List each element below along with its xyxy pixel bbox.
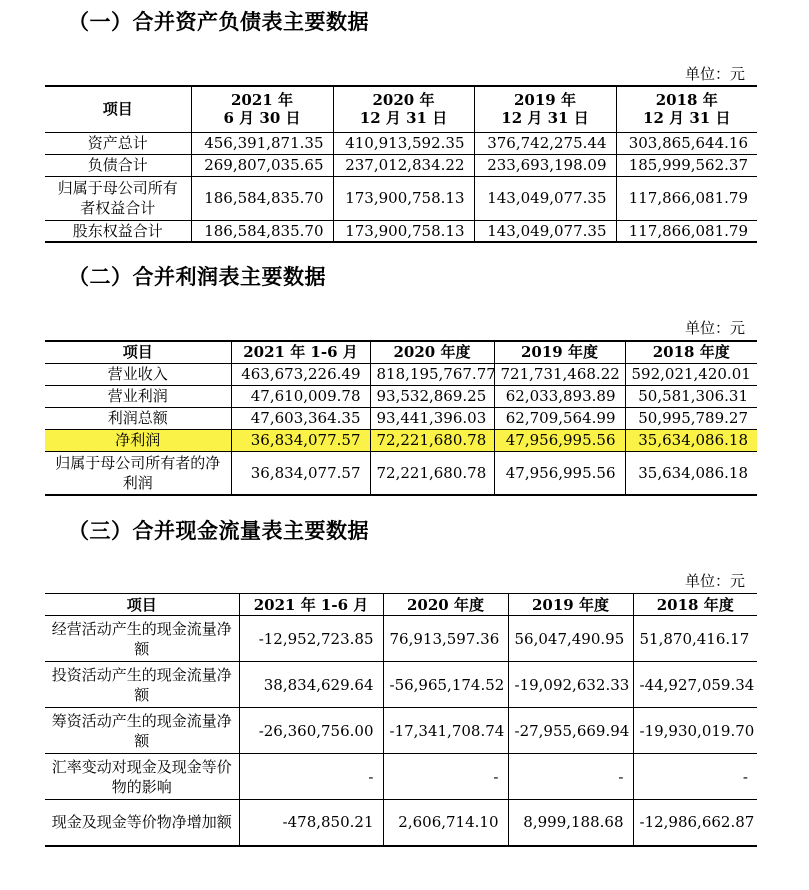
cell-value: 36,834,077.57 (231, 451, 370, 495)
cell-value: 35,634,086.18 (625, 451, 757, 495)
cell-value: -12,986,662.87 (633, 800, 757, 846)
row-label: 净利润 (45, 429, 231, 451)
header-col: 2020 年度 (383, 594, 508, 616)
header-col: 2018 年度 (633, 594, 757, 616)
cell-value: 47,610,009.78 (231, 385, 370, 407)
cell-value: 376,742,275.44 (474, 132, 616, 154)
header-col: 2020 年度 (370, 341, 494, 363)
section2-unit: 单位：元 (684, 319, 745, 337)
header-col: 2019 年 12 月 31 日 (474, 86, 616, 132)
row-label: 筹资活动产生的现金流量净额 (45, 708, 239, 754)
row-label: 经营活动产生的现金流量净额 (45, 616, 239, 662)
row-label: 汇率变动对现金及现金等价物的影响 (45, 754, 239, 800)
cell-value: 76,913,597.36 (383, 616, 508, 662)
cell-value: 35,634,086.18 (625, 429, 757, 451)
cell-value: 93,441,396.03 (370, 407, 494, 429)
table-row (45, 662, 757, 708)
header-col: 2018 年 12 月 31 日 (616, 86, 757, 132)
table-row (45, 176, 757, 220)
table-row (45, 154, 757, 176)
table-row (45, 385, 757, 407)
cell-value: 410,913,592.35 (333, 132, 474, 154)
cash-flow-table (45, 593, 757, 847)
header-item: 项目 (45, 341, 231, 363)
section1-title: （一）合并资产负债表主要数据 (68, 10, 369, 34)
cell-value: 173,900,758.13 (333, 176, 474, 220)
cell-value: -478,850.21 (239, 800, 383, 846)
cell-value: 117,866,081.79 (616, 220, 757, 242)
cell-value: 592,021,420.01 (625, 363, 757, 385)
cell-value: 36,834,077.57 (231, 429, 370, 451)
header-col: 2021 年 1-6 月 (239, 594, 383, 616)
income-statement-table (45, 340, 757, 496)
cell-value: 721,731,468.22 (494, 363, 625, 385)
cell-value: 47,956,995.56 (494, 429, 625, 451)
table-row (45, 754, 757, 800)
cell-value: 38,834,629.64 (239, 662, 383, 708)
cell-value: 117,866,081.79 (616, 176, 757, 220)
table-row (45, 800, 757, 846)
row-label: 营业利润 (45, 385, 231, 407)
table-row (45, 616, 757, 662)
row-label: 归属于母公司所有者权益合计 (45, 176, 191, 220)
header-item: 项目 (45, 86, 191, 132)
row-label: 营业收入 (45, 363, 231, 385)
cell-value: 456,391,871.35 (191, 132, 333, 154)
cell-value: - (633, 754, 757, 800)
cell-value: 818,195,767.77 (370, 363, 494, 385)
cell-value: 186,584,835.70 (191, 176, 333, 220)
balance-sheet-table (45, 85, 757, 243)
row-label: 归属于母公司所有者的净利润 (45, 451, 231, 495)
cell-value: -56,965,174.52 (383, 662, 508, 708)
cell-value: 8,999,188.68 (508, 800, 633, 846)
table-header-row (45, 341, 757, 363)
cell-value: 51,870,416.17 (633, 616, 757, 662)
cell-value: 303,865,644.16 (616, 132, 757, 154)
cell-value: 93,532,869.25 (370, 385, 494, 407)
row-label: 投资活动产生的现金流量净额 (45, 662, 239, 708)
cell-value: 47,956,995.56 (494, 451, 625, 495)
cell-value: 72,221,680.78 (370, 451, 494, 495)
cell-value: 62,709,564.99 (494, 407, 625, 429)
cell-value: 463,673,226.49 (231, 363, 370, 385)
cell-value: 173,900,758.13 (333, 220, 474, 242)
row-label: 股东权益合计 (45, 220, 191, 242)
cell-value: -12,952,723.85 (239, 616, 383, 662)
row-label: 负债合计 (45, 154, 191, 176)
cell-value: 56,047,490.95 (508, 616, 633, 662)
table-row (45, 363, 757, 385)
header-col: 2021 年 6 月 30 日 (191, 86, 333, 132)
table-header-row (45, 86, 757, 132)
section3-title: （三）合并现金流量表主要数据 (68, 519, 369, 543)
header-col: 2020 年 12 月 31 日 (333, 86, 474, 132)
table-row (45, 708, 757, 754)
header-col: 2018 年度 (625, 341, 757, 363)
row-label: 现金及现金等价物净增加额 (45, 800, 239, 846)
section2-title: （二）合并利润表主要数据 (68, 265, 326, 289)
table-row-highlighted (45, 429, 757, 451)
table-header-row (45, 594, 757, 616)
cell-value: 50,581,306.31 (625, 385, 757, 407)
cell-value: -44,927,059.34 (633, 662, 757, 708)
cell-value: 50,995,789.27 (625, 407, 757, 429)
cell-value: 47,603,364.35 (231, 407, 370, 429)
header-col: 2019 年度 (494, 341, 625, 363)
row-label: 资产总计 (45, 132, 191, 154)
row-label: 利润总额 (45, 407, 231, 429)
cell-value: 2,606,714.10 (383, 800, 508, 846)
cell-value: 72,221,680.78 (370, 429, 494, 451)
cell-value: -19,930,019.70 (633, 708, 757, 754)
section1-unit: 单位：元 (684, 65, 745, 83)
table-row (45, 220, 757, 242)
cell-value: 143,049,077.35 (474, 220, 616, 242)
cell-value: - (383, 754, 508, 800)
cell-value: - (239, 754, 383, 800)
header-item: 项目 (45, 594, 239, 616)
table-row (45, 407, 757, 429)
cell-value: 185,999,562.37 (616, 154, 757, 176)
cell-value: -27,955,669.94 (508, 708, 633, 754)
header-col: 2021 年 1-6 月 (231, 341, 370, 363)
cell-value: -19,092,632.33 (508, 662, 633, 708)
cell-value: 186,584,835.70 (191, 220, 333, 242)
cell-value: - (508, 754, 633, 800)
section3-unit: 单位：元 (684, 572, 745, 590)
cell-value: 269,807,035.65 (191, 154, 333, 176)
cell-value: 62,033,893.89 (494, 385, 625, 407)
table-row (45, 132, 757, 154)
cell-value: -26,360,756.00 (239, 708, 383, 754)
cell-value: 233,693,198.09 (474, 154, 616, 176)
table-row (45, 451, 757, 495)
cell-value: -17,341,708.74 (383, 708, 508, 754)
cell-value: 237,012,834.22 (333, 154, 474, 176)
header-col: 2019 年度 (508, 594, 633, 616)
cell-value: 143,049,077.35 (474, 176, 616, 220)
